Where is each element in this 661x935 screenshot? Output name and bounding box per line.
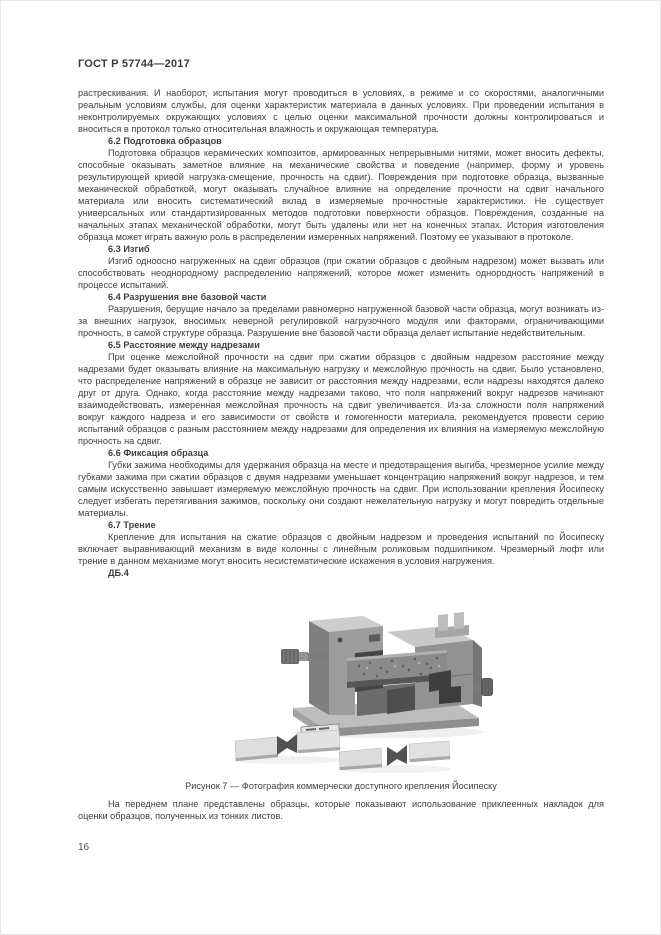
- section-heading-6-3: 6.3 Изгиб: [108, 244, 150, 254]
- closing-paragraph: На переднем плане представлены образцы, которые показывают использование приклеенных накладок для оценки образцов, полученных из тонких листов.: [78, 799, 604, 821]
- section-body-6-7: Крепление для испытания на сжатие образцов с двойным надрезом и проведения испытаний по Йосипеску включает выравнивающий механизм в виде колонны с линейным роликовым подшипником. Чрезмерный люфт или трение в данном механизме могут вносить несистематические искажения в условия нагружения.: [78, 532, 604, 566]
- section-heading-6-2: 6.2 Подготовка образцов: [108, 136, 222, 146]
- appendix-label: ДБ.4: [108, 568, 129, 578]
- text-body: [78, 87, 604, 579]
- iosipescu-fixture-photo: [189, 608, 494, 776]
- figure-caption: Рисунок 7 — Фотография коммерчески доступного крепления Йосипеску: [185, 781, 497, 791]
- document-header: ГОСТ Р 57744—2017: [78, 58, 190, 70]
- section-heading-6-4: 6.4 Разрушения вне базовой части: [108, 292, 267, 302]
- section-body-6-4: Разрушения, берущие начало за пределами равномерно нагруженной базовой части образца, могут возникать из-за внешних нагрузок, вносимых неверной регулировкой нагрузочного модуля или факторами, ограничивающими прочность, в самой структуре образца. Разрушение вне базовой части образца делает испытание недействительным.: [78, 304, 604, 338]
- section-heading-6-5: 6.5 Расстояние между надрезами: [108, 340, 260, 350]
- section-body-6-5: При оценке межслойной прочности на сдвиг при сжатии образцов с двойным надрезом расстояние между надрезами будет оказывать влияние на максимальную нагрузку и межслойную прочность на сдвиг. Было установлено, что распределение напряжений в образце не зависит от расстояния между надрезами, если надрезы находятся далеко друг от друга. Однако, когда расстояние между надрезами таково, что поля напряжений вокруг надрезов начинают взаимодействовать, измеренная межслойная прочность на сдвиг увеличивается. Из-за сложности поля напряжений вокруг каждого надреза и его зависимости от свойств и гомогенности материала, рекомендуется провести серию испытаний образцов с разным расстоянием между надрезами для определения их влияния на измеряемую межслойную прочность на сдвиг.: [78, 352, 604, 446]
- section-body-6-6: Губки зажима необходимы для удержания образца на месте и предотвращения выгиба, чрезмерное усилие между губками зажима при сжатии образцов с двумя надрезами уменьшает концентрацию напряжений вокруг надрезов, и тем самым искусственно завышает измеряемую межслойную прочность на сдвиг. При использовании крепления Йосипеску следует избегать перетягивания зажимов, поскольку они создают нежелательную нагрузку и могут повредить отдельные материалы.: [78, 460, 604, 518]
- section-body-6-2: Подготовка образцов керамических композитов, армированных непрерывными нитями, может вносить дефекты, способные оказывать заметное влияние на механические свойства и поведение (например, форму и уровень результирующей кривой нагрузка-смещение, прочность на сдвиг). Повреждения при подготовке образца, вызванные механической обработкой, могут оказывать случайное влияние на определение прочности на сдвиг начального материала или вносить систематический вклад в измеряемые прочностные характеристики. Не существует универсальных или стандартизированных методов подготовки поверхности образцов. Повреждения, созданные на начальных этапах механической обработки, могут быть удалены или нет на конечных этапах. История изготовления образца может играть важную роль в распределении измеренных напряжений. Поэтому ее указывают в протоколе.: [78, 148, 604, 242]
- paragraph-continuation: растрескивания. И наоборот, испытания могут проводиться в условиях, в режиме и со скоростями, аналогичными реальным условиям службы, для оценки характеристик материала в данных условиях. При проведении испытания в неконтролируемых окружающих условиях с целью оценки максимальной прочности должны контролироваться и вноситься в протокол только относительная влажность и окружающая температура.: [78, 88, 604, 134]
- page-number: 16: [78, 842, 90, 853]
- section-heading-6-6: 6.6 Фиксация образца: [108, 448, 209, 458]
- section-heading-6-7: 6.7 Трение: [108, 520, 156, 530]
- figure-7: [78, 607, 604, 777]
- section-body-6-3: Изгиб одноосно нагруженных на сдвиг образцов (при сжатии образцов с двойным надрезом) может вызвать или способствовать неоднородному распределению напряжений, которое может изменить однородность напряжений в процессе испытаний.: [78, 256, 604, 290]
